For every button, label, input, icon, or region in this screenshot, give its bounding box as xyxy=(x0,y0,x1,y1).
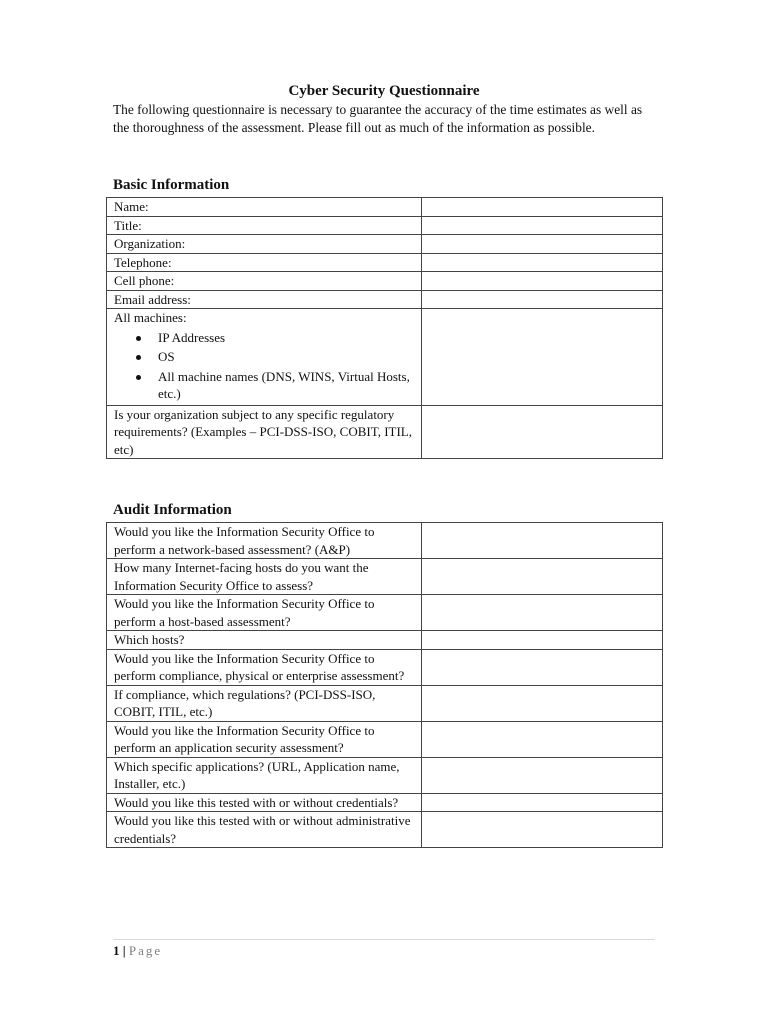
table-row xyxy=(107,685,663,721)
basic-info-heading: Basic Information xyxy=(113,177,230,193)
telephone-label: Telephone: xyxy=(107,253,422,272)
list-item-text: All machine names (DNS, WINS, Virtual Hosts, etc.) xyxy=(158,368,410,401)
audit-answer-cell[interactable] xyxy=(422,757,663,793)
name-answer-cell[interactable] xyxy=(422,198,663,217)
audit-question: Which hosts? xyxy=(107,631,422,650)
footer-separator: | xyxy=(122,943,126,958)
table-row xyxy=(107,272,663,291)
table-row xyxy=(107,721,663,757)
organization-answer-cell[interactable] xyxy=(422,235,663,254)
email-answer-cell[interactable] xyxy=(422,290,663,309)
audit-answer-cell[interactable] xyxy=(422,595,663,631)
audit-answer-cell[interactable] xyxy=(422,793,663,812)
title-answer-cell[interactable] xyxy=(422,216,663,235)
table-row xyxy=(107,198,663,217)
audit-answer-cell[interactable] xyxy=(422,631,663,650)
audit-question: Which specific applications? (URL, Application name, Installer, etc.) xyxy=(107,757,422,793)
audit-question: Would you like the Information Security Office to perform a network-based assessment? (A&P) xyxy=(107,523,422,559)
audit-info-heading: Audit Information xyxy=(113,502,232,518)
audit-answer-cell[interactable] xyxy=(422,685,663,721)
audit-answer-cell[interactable] xyxy=(422,721,663,757)
audit-info-table xyxy=(106,522,663,848)
all-machines-cell xyxy=(107,309,422,406)
list-item xyxy=(158,348,416,366)
table-row xyxy=(107,523,663,559)
audit-question: Would you like this tested with or without administrative credentials? xyxy=(107,812,422,848)
table-row xyxy=(107,216,663,235)
cell-phone-answer-cell[interactable] xyxy=(422,272,663,291)
audit-answer-cell[interactable] xyxy=(422,523,663,559)
audit-question: Would you like the Information Security Office to perform an application security assessment? xyxy=(107,721,422,757)
audit-question: Would you like this tested with or without credentials? xyxy=(107,793,422,812)
table-row xyxy=(107,631,663,650)
audit-question: Would you like the Information Security Office to perform a host-based assessment? xyxy=(107,595,422,631)
name-label: Name: xyxy=(107,198,422,217)
list-item-text: IP Addresses xyxy=(158,329,226,345)
table-row xyxy=(107,405,663,459)
footer-divider xyxy=(113,939,655,940)
basic-info-table xyxy=(106,197,663,459)
audit-answer-cell[interactable] xyxy=(422,649,663,685)
regulatory-question: Is your organization subject to any specific regulatory requirements? (Examples – PCI-DSS-ISO, COBIT, ITIL, etc) xyxy=(107,405,422,459)
audit-answer-cell[interactable] xyxy=(422,559,663,595)
table-row xyxy=(107,309,663,406)
all-machines-label: All machines: xyxy=(114,310,187,325)
bullet-icon xyxy=(136,355,141,360)
cell-phone-label: Cell phone: xyxy=(107,272,422,291)
audit-answer-cell[interactable] xyxy=(422,812,663,848)
list-item xyxy=(158,368,416,403)
bullet-icon xyxy=(136,375,141,380)
page-label: Page xyxy=(128,943,163,958)
table-row xyxy=(107,595,663,631)
list-item-text: OS xyxy=(158,349,175,364)
table-row xyxy=(107,649,663,685)
table-row xyxy=(107,235,663,254)
table-row xyxy=(107,559,663,595)
title-label: Title: xyxy=(107,216,422,235)
page-footer xyxy=(113,943,162,959)
audit-question: Would you like the Information Security Office to perform compliance, physical or enterprise assessment? xyxy=(107,649,422,685)
regulatory-answer-cell[interactable] xyxy=(422,405,663,459)
telephone-answer-cell[interactable] xyxy=(422,253,663,272)
table-row xyxy=(107,757,663,793)
email-address-label: Email address: xyxy=(107,290,422,309)
machines-bullet-list xyxy=(114,329,416,403)
table-row xyxy=(107,793,663,812)
machines-answer-cell[interactable] xyxy=(422,309,663,406)
bullet-icon xyxy=(136,336,141,341)
table-row xyxy=(107,812,663,848)
audit-question: How many Internet-facing hosts do you want the Information Security Office to assess? xyxy=(107,559,422,595)
table-row xyxy=(107,290,663,309)
document-title: Cyber Security Questionnaire xyxy=(288,83,480,99)
organization-label: Organization: xyxy=(107,235,422,254)
page-number: 1 xyxy=(113,943,120,958)
audit-question: If compliance, which regulations? (PCI-DSS-ISO, COBIT, ITIL, etc.) xyxy=(107,685,422,721)
list-item xyxy=(158,329,416,347)
table-row xyxy=(107,253,663,272)
intro-paragraph: The following questionnaire is necessary to guarantee the accuracy of the time estimates as well as the thoroughness of the assessment. Please fill out as much of the information as possible. xyxy=(113,102,643,135)
